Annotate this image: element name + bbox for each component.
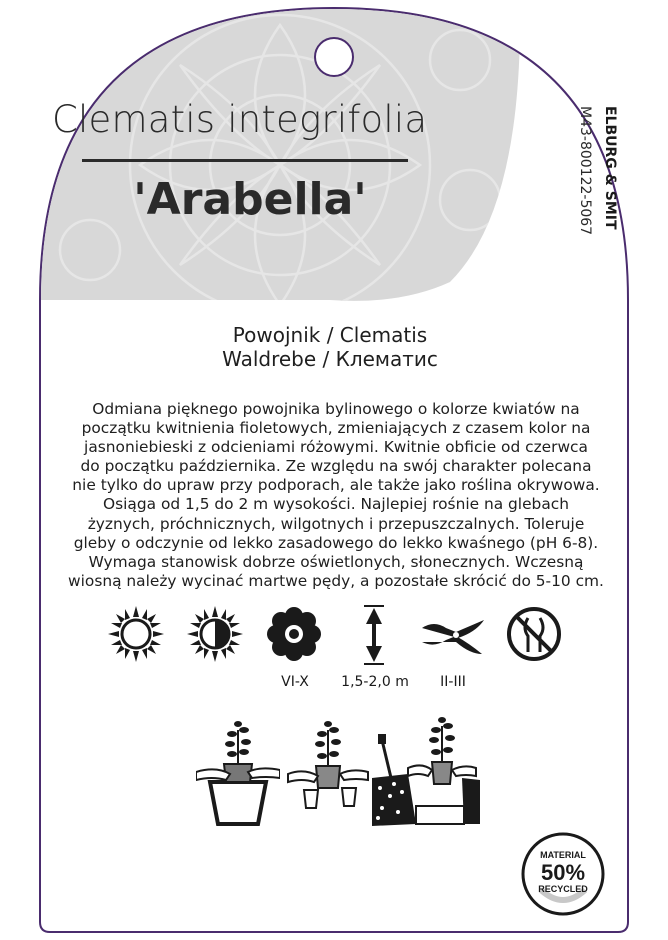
badge-bottom-text: RECYCLED [538,884,588,894]
root-loosening-illustration [286,716,370,816]
description-line: jasnoniebieski z odcieniami różowymi. Kwitnie obficie od czerwca [84,438,588,457]
partial-shade-icon [187,606,243,662]
planting-hole-illustration [372,712,480,828]
code-block [576,106,594,246]
description [62,400,610,591]
pruning-shears-icon [420,614,486,656]
common-name-line-1: Powojnik / Clematis [232,323,428,347]
flower-icon [266,606,322,662]
badge-percent: 50% [540,860,586,885]
description-line: nie tylko do upraw przy podporach, ale także jako roślina okrywowa. [72,476,600,495]
cultivar-name: 'Arabella' [133,174,367,225]
description-line: wiosną należy wycinać martwe pędy, a pozostałe skrócić do 5-10 cm. [68,571,604,590]
height-caption: 1,5-2,0 m [341,674,409,690]
product-code: M43-800122-5067 [577,106,593,236]
latin-name: Clematis integrifolia [52,98,428,141]
description-line: gleby o odczynie od lekko zasadowego do lekko kwaśnego (pH 6-8). [73,533,599,552]
description-line: Wymaga stanowisk dobrze oświetlonych, słonecznych. Wczesną [88,552,584,571]
full-sun-icon [108,606,164,662]
no-cut-flowers-icon [506,606,562,662]
pot-removal-illustration [196,716,280,826]
recycled-material-badge [521,832,605,916]
pruning-period-caption: II-III [440,674,466,690]
brand-name: ELBURG & SMIT [602,106,618,230]
hang-hole [314,37,354,77]
height-arrow-icon [360,604,388,666]
description-line: Odmiana pięknego powojnika bylinowego o kolorze kwiatów na [92,400,580,418]
title-divider [82,159,408,162]
description-line: do początku października. Ze względu na swój charakter polecana [80,457,592,476]
description-line: początku kwitnienia fioletowych, zmieniających z czasem kolor na [81,419,591,438]
common-name-line-2: Waldrebe / Клематис [222,347,438,371]
description-line: żyznych, próchnicznych, wilgotnych i przepuszczalnych. Toleruje [87,514,585,533]
badge-top-text: MATERIAL [540,850,586,860]
description-line: Osiąga od 1,5 do 2 m wysokości. Najlepiej rośnie na glebach [103,495,569,514]
brand-block [600,106,618,246]
flowering-period-caption: VI-X [281,674,309,690]
common-names [180,323,480,371]
